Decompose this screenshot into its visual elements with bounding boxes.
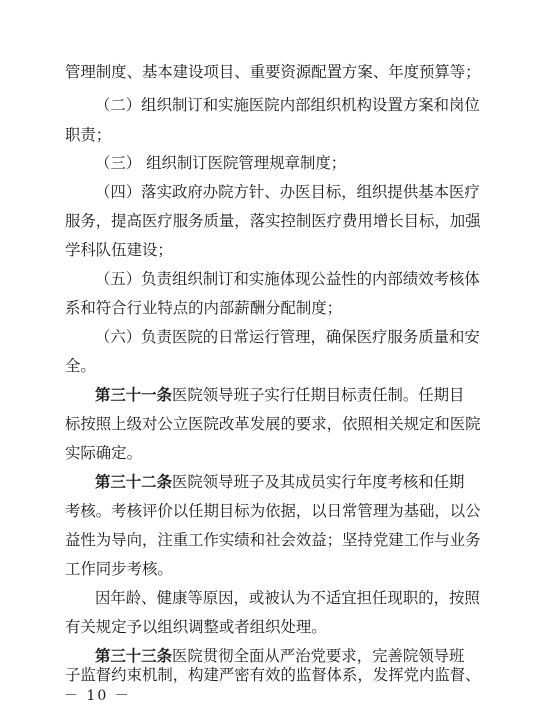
text-line — [0, 148, 533, 178]
text-line — [0, 293, 533, 323]
text-line — [0, 525, 533, 555]
line-text: 服务，提高医疗服务质量，落实控制医疗费用增长目标，加强 — [65, 212, 481, 230]
line-text: 益性为导向，注重工作实绩和社会效益；坚持党建工作与业务 — [65, 531, 481, 549]
line-text: （二）组织制订和实施医院内部组织机构设置方案和岗位 — [95, 96, 480, 114]
line-text: 系和符合行业特点的内部薪酬分配制度； — [65, 299, 343, 317]
text-line — [0, 409, 533, 439]
text-line — [0, 57, 533, 87]
text-line — [0, 554, 533, 584]
text-line — [0, 496, 533, 526]
text-line — [0, 612, 533, 642]
article-heading: 第三十二条 — [95, 473, 172, 491]
article-line — [0, 380, 533, 410]
line-text: 全。 — [65, 357, 96, 375]
article-heading: 第三十一条 — [95, 386, 172, 404]
line-text: （四）落实政府办院方针、办医目标，组织提供基本医疗 — [95, 183, 480, 201]
line-text: 学科队伍建设； — [65, 241, 173, 259]
line-text: 有关规定予以组织调整或者组织处理。 — [65, 618, 327, 636]
line-text: 医院领导班子实行任期目标责任制。任期目 — [172, 386, 465, 404]
line-text: （三） 组织制订医院管理规章制度； — [95, 154, 347, 172]
text-line — [0, 177, 533, 207]
text-line — [0, 664, 533, 686]
article-line — [0, 467, 533, 497]
line-text: 管理制度、基本建设项目、重要资源配置方案、年度预算等； — [65, 63, 481, 81]
page-number: － 10 － — [64, 688, 131, 704]
text-line — [0, 235, 533, 265]
text-line — [0, 120, 533, 150]
line-text: 工作同步考核。 — [65, 560, 173, 578]
text-line — [0, 322, 533, 352]
line-text: 标按照上级对公立医院改革发展的要求，依照相关规定和医院 — [65, 415, 481, 433]
text-line — [0, 438, 533, 468]
article-heading: 第三十三条 — [95, 647, 172, 665]
text-line — [0, 206, 533, 236]
line-text: 子监督约束机制，构建严密有效的监督体系，发挥党内监督、 — [65, 666, 481, 684]
text-line — [0, 583, 533, 613]
line-text: 因年龄、健康等原因，或被认为不适宜担任现职的，按照 — [95, 589, 480, 607]
text-line — [0, 351, 533, 381]
line-text: 职责； — [65, 126, 112, 144]
line-text: 医院贯彻全面从严治党要求，完善院领导班 — [172, 647, 465, 665]
text-line — [0, 90, 533, 120]
line-text: （五）负责组织制订和实施体现公益性的内部绩效考核体 — [95, 270, 480, 288]
line-text: （六）负责医院的日常运行管理，确保医疗服务质量和安 — [95, 328, 480, 346]
text-line — [0, 264, 533, 294]
line-text: 考核。考核评价以任期目标为依据，以日常管理为基础，以公 — [65, 502, 481, 520]
line-text: 实际确定。 — [65, 444, 142, 462]
line-text: 医院领导班子及其成员实行年度考核和任期 — [172, 473, 465, 491]
